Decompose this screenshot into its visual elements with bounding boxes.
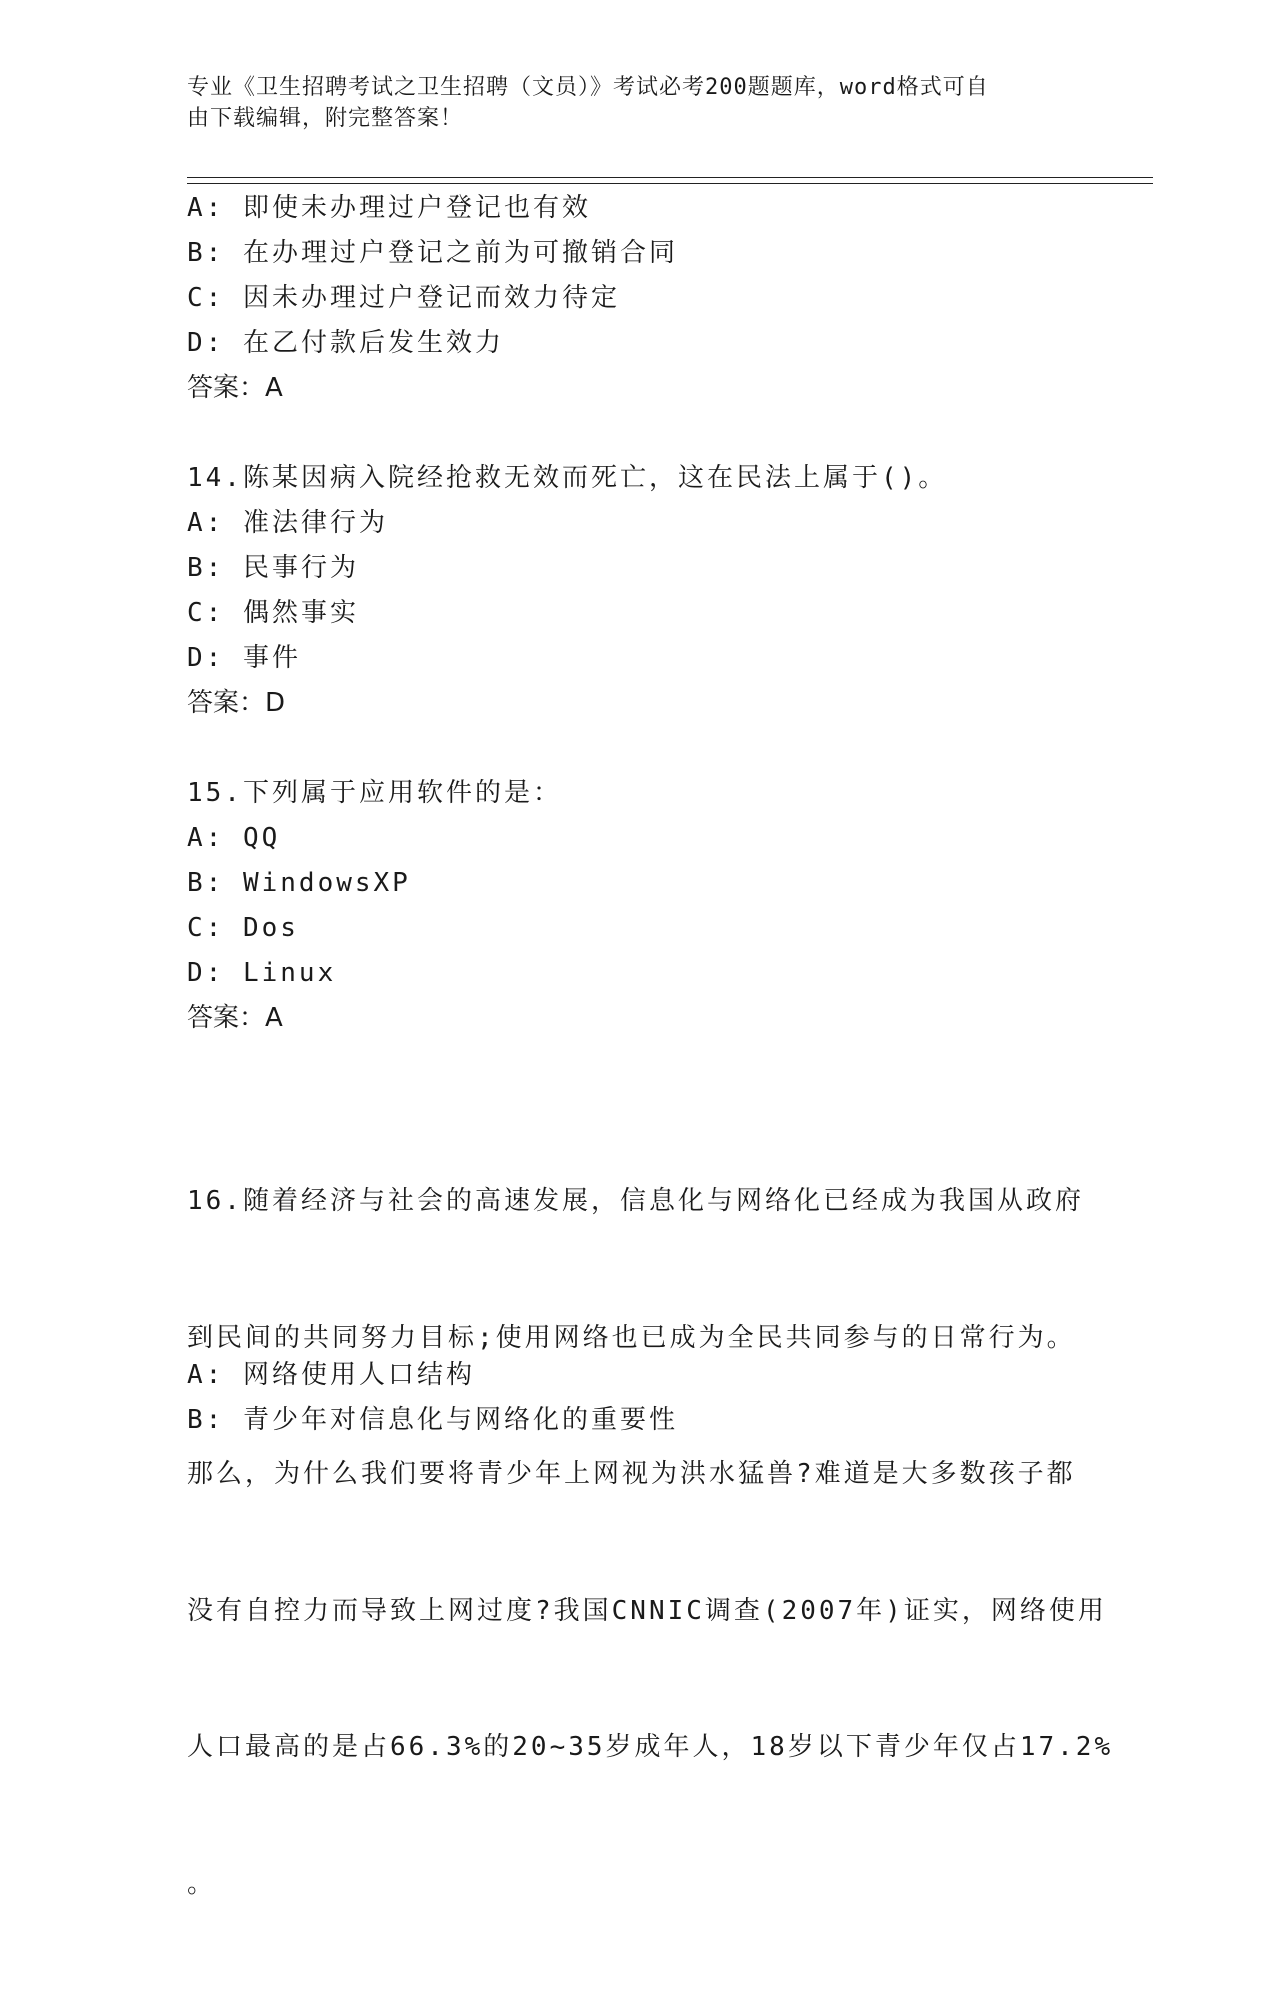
q15-option-b: B: WindowsXP (187, 868, 411, 898)
q14-option-d: D: 事件 (187, 643, 301, 673)
q15-option-a: A: QQ (187, 823, 281, 853)
document-header (187, 72, 1067, 134)
q16-stem-line: 到民间的共同努力目标;使用网络也已成为全民共同参与的日常行为。 (187, 1322, 1076, 1353)
header-rule-bottom (187, 183, 1153, 184)
q15-stem: 15.下列属于应用软件的是： (187, 778, 562, 808)
q14-option-b: B: 民事行为 (187, 553, 359, 583)
q14-answer: 答案：D (187, 688, 286, 718)
q16-option-a: A: 网络使用人口结构 (187, 1360, 475, 1390)
q15-answer: 答案：A (187, 1003, 283, 1033)
q16-stem-line: 人口最高的是占66.3%的20~35岁成年人，18岁以下青少年仅占17.2% (187, 1732, 1114, 1762)
q16-stem-line: 没有自控力而导致上网过度?我国CNNIC调查(2007年)证实，网络使用 (187, 1595, 1107, 1626)
q13-option-c: C: 因未办理过户登记而效力待定 (187, 283, 620, 313)
q13-option-b: B: 在办理过户登记之前为可撤销合同 (187, 238, 678, 268)
q14-option-a: A: 准法律行为 (187, 508, 388, 538)
q15-option-d: D: Linux (187, 958, 337, 988)
header-line-1: 专业《卫生招聘考试之卫生招聘（文员）》考试必考200题题库，word格式可自 (187, 75, 989, 100)
q15-option-c: C: Dos (187, 913, 299, 943)
q16-stem-line: 16.随着经济与社会的高速发展，信息化与网络化已经成为我国从政府 (187, 1186, 1084, 1216)
q16-stem (187, 1088, 1114, 1998)
q13-option-d: D: 在乙付款后发生效力 (187, 328, 504, 358)
q14-option-c: C: 偶然事实 (187, 598, 359, 628)
q13-option-a: A: 即使未办理过户登记也有效 (187, 193, 591, 223)
q16-stem-line: 那么，为什么我们要将青少年上网视为洪水猛兽?难道是大多数孩子都 (187, 1459, 1076, 1489)
q16-stem-line: 。 (187, 1868, 217, 1899)
q13-answer: 答案：A (187, 373, 283, 403)
header-rule-top (187, 177, 1153, 178)
header-line-2: 由下载编辑，附完整答案！ (187, 106, 464, 131)
q16-option-b: B: 青少年对信息化与网络化的重要性 (187, 1405, 678, 1435)
q14-stem: 14.陈某因病入院经抢救无效而死亡，这在民法上属于()。 (187, 463, 948, 493)
